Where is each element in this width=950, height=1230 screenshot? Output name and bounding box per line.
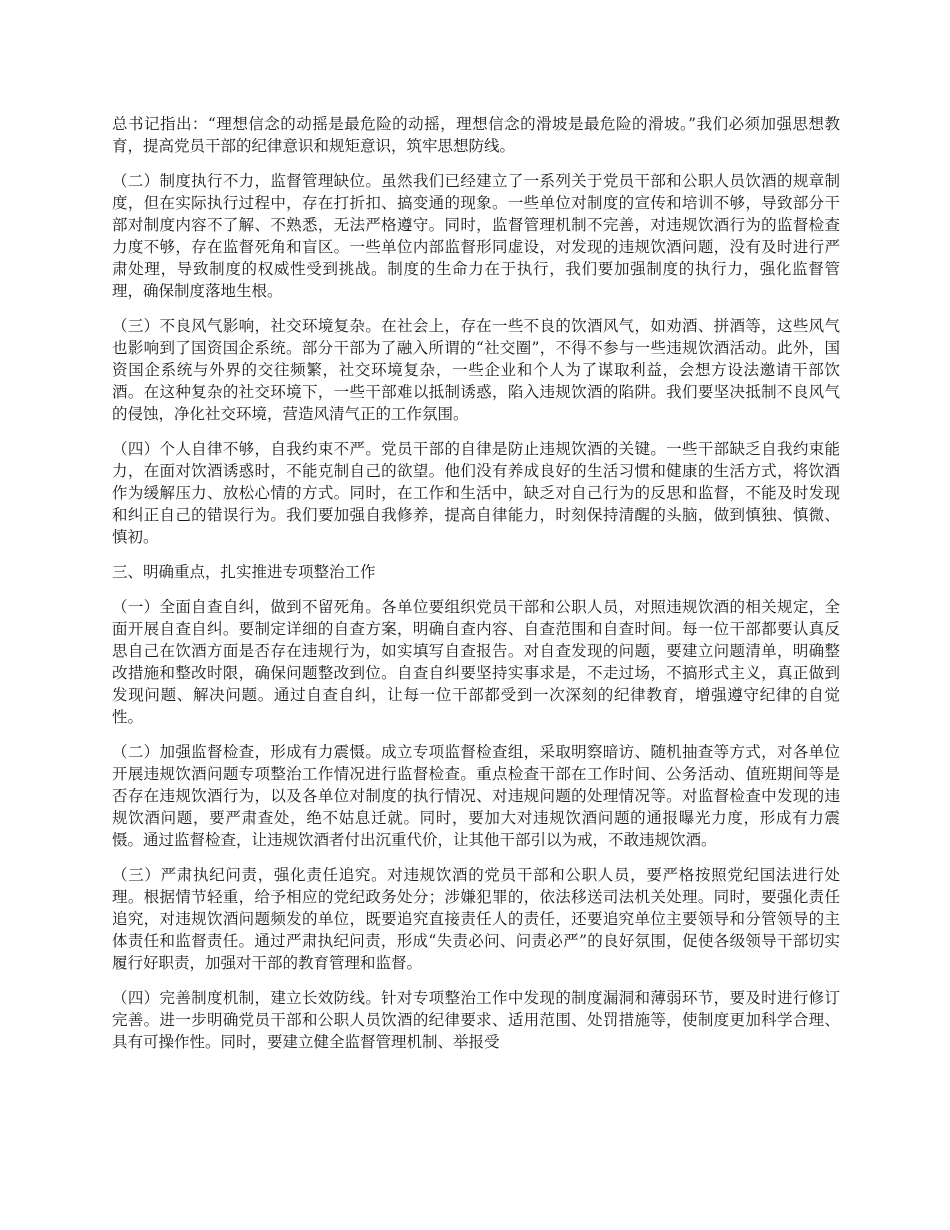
paragraph-system-enforcement: （二）制度执行不力，监督管理缺位。虽然我们已经建立了一系列关于党员干部和公职人员饮酒的规章制度，但在实际执行过程中，存在打折扣、搞变通的现象。一些单位对制度的宣传和培训不够，导致部分干部对制度内容不了解、不熟悉，无法严格遵守。同时，监督管理机制不完善，对违规饮酒行为的监督检查力度不够，存在监督死角和盲区。一些单位内部监督形同虚设，对发现的违规饮酒问题，没有及时进行严肃处理，导致制度的权威性受到挑战。制度的生命力在于执行，我们要加强制度的执行力，强化监督管理，确保制度落地生根。 — [112, 172, 840, 300]
paragraph-institutional-mechanism: （四）完善制度机制，建立长效防线。针对专项整治工作中发现的制度漏洞和薄弱环节，要及时进行修订完善。进一步明确党员干部和公职人员饮酒的纪律要求、适用范围、处罚措施等，使制度更加科学合理、具有可操作性。同时，要建立健全监督管理机制、举报受 — [112, 989, 840, 1051]
paragraph-accountability: （三）严肃执纪问责，强化责任追究。对违规饮酒的党员干部和公职人员，要严格按照党纪国法进行处理。根据情节轻重，给予相应的党纪政务处分；涉嫌犯罪的，依法移送司法机关处理。同时，要强化责任追究，对违规饮酒问题频发的单位，既要追究直接责任人的责任，还要追究单位主要领导和分管领导的主体责任和监督责任。通过严肃执纪问责，形成“失责必问、问责必严”的良好氛围，促使各级领导干部切实履行好职责，加强对干部的教育管理和监督。 — [112, 866, 840, 972]
paragraph-self-inspection: （一）全面自查自纠，做到不留死角。各单位要组织党员干部和公职人员，对照违规饮酒的相关规定，全面开展自查自纠。要制定详细的自查方案，明确自查内容、自查范围和自查时间。每一位干部都要认真反思自己在饮酒方面是否存在违规行为，如实填写自查报告。对自查发现的问题，要建立问题清单，明确整改措施和整改时限，确保问题整改到位。自查自纠要坚持实事求是，不走过场，不搞形式主义，真正做到发现问题、解决问题。通过自查自纠，让每一位干部都受到一次深刻的纪律教育，增强遵守纪律的自觉性。 — [112, 598, 840, 726]
section-heading-three: 三、明确重点，扎实推进专项整治工作 — [112, 563, 376, 581]
paragraph-ideology-intro: 总书记指出：“理想信念的动摇是最危险的动摇，理想信念的滑坡是最危险的滑坡。”我们必须加强思想教育，提高党员干部的纪律意识和规矩意识，筑牢思想防线。 — [112, 115, 840, 155]
document-body — [112, 113, 840, 1066]
paragraph-self-discipline: （四）个人自律不够，自我约束不严。党员干部的自律是防止违规饮酒的关键。一些干部缺乏自我约束能力，在面对饮酒诱惑时，不能克制自己的欲望。他们没有养成良好的生活习惯和健康的生活方式，将饮酒作为缓解压力、放松心情的方式。同时，在工作和生活中，缺乏对自己行为的反思和监督，不能及时发现和纠正自己的错误行为。我们要加强自我修养，提高自律能力，时刻保持清醒的头脑，做到慎独、慎微、慎初。 — [112, 440, 840, 546]
paragraph-social-environment: （三）不良风气影响，社交环境复杂。在社会上，存在一些不良的饮酒风气，如劝酒、拼酒等，这些风气也影响到了国资国企系统。部分干部为了融入所谓的“社交圈”，不得不参与一些违规饮酒活动。此外，国资国企系统与外界的交往频繁，社交环境复杂，一些企业和个人为了谋取利益，会想方设法邀请干部饮酒。在这种复杂的社交环境下，一些干部难以抵制诱惑，陷入违规饮酒的陷阱。我们要坚决抵制不良风气的侵蚀，净化社交环境，营造风清气正的工作氛围。 — [112, 317, 840, 423]
paragraph-supervision-inspection: （二）加强监督检查，形成有力震慑。成立专项监督检查组，采取明察暗访、随机抽查等方式，对各单位开展违规饮酒问题专项整治工作情况进行监督检查。重点检查干部在工作时间、公务活动、值班期间等是否存在违规饮酒行为，以及各单位对制度的执行情况、对违规问题的处理情况等。对监督检查中发现的违规饮酒问题，要严肃查处，绝不姑息迁就。同时，要加大对违规饮酒问题的通报曝光力度，形成有力震慑。通过监督检查，让违规饮酒者付出沉重代价，让其他干部引以为戒，不敢违规饮酒。 — [112, 743, 840, 849]
